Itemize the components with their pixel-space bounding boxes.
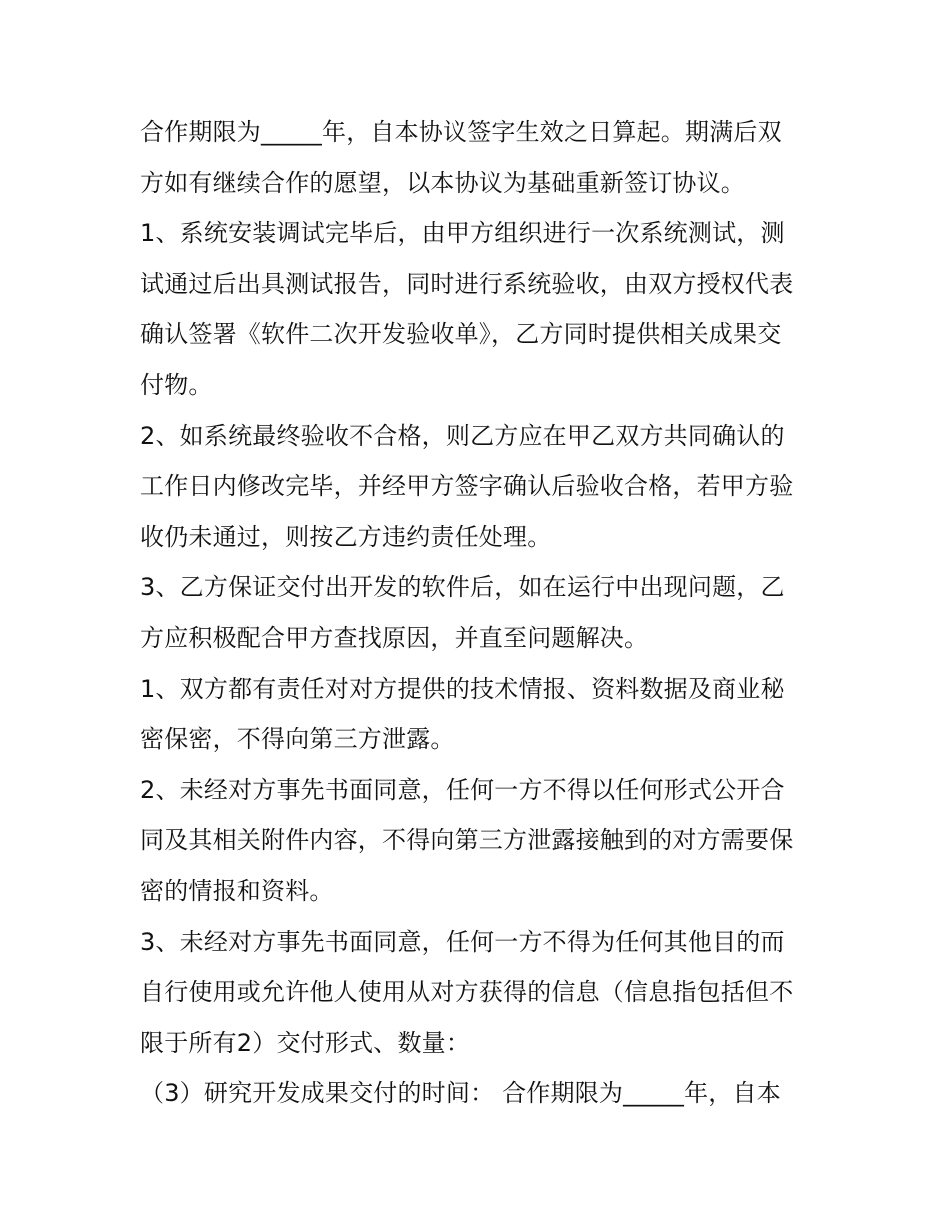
- text-line: 同及其相关附件内容，不得向第三方泄露接触到的对方需要保: [140, 826, 794, 855]
- text-line: 方如有继续合作的愿望，以本协议为基础重新签订协议。: [140, 168, 745, 197]
- text-line: 密保密，不得向第三方泄露。: [140, 725, 455, 754]
- text-line: 3、乙方保证交付出开发的软件后，如在运行中出现问题，乙: [140, 573, 785, 602]
- text-line: 2、如系统最终验收不合格，则乙方应在甲乙双方共同确认的: [140, 421, 785, 450]
- text-line: 3、未经对方事先书面同意，任何一方不得为任何其他目的而: [140, 927, 785, 956]
- text-line: 自行使用或允许他人使用从对方获得的信息（信息指包括但不: [140, 978, 794, 1007]
- text-line: 确认签署《软件二次开发验收单》，乙方同时提供相关成果交: [140, 320, 782, 349]
- text-line: 方应积极配合甲方查找原因，并直至问题解决。: [140, 623, 649, 652]
- text-line: （3）研究开发成果交付的时间： 合作期限为_____年，自本: [140, 1079, 781, 1108]
- text-line: 2、未经对方事先书面同意，任何一方不得以任何形式公开合: [140, 775, 785, 804]
- text-line: 合作期限为_____年，自本协议签字生效之日算起。期满后双: [140, 118, 782, 146]
- document-body: [140, 107, 815, 1119]
- text-line: 限于所有2）交付形式、数量：: [140, 1028, 471, 1057]
- text-line: 付物。: [140, 370, 213, 399]
- text-line: 收仍未通过，则按乙方违约责任处理。: [140, 522, 552, 551]
- text-line: 工作日内修改完毕，并经甲方签字确认后验收合格，若甲方验: [140, 472, 794, 501]
- text-line: 1、双方都有责任对对方提供的技术情报、资料数据及商业秘: [140, 674, 785, 703]
- text-line: 1、系统安装调试完毕后，由甲方组织进行一次系统测试，测: [140, 219, 785, 248]
- text-line: 密的情报和资料。: [140, 876, 334, 905]
- text-line: 试通过后出具测试报告，同时进行系统验收，由双方授权代表: [140, 269, 794, 298]
